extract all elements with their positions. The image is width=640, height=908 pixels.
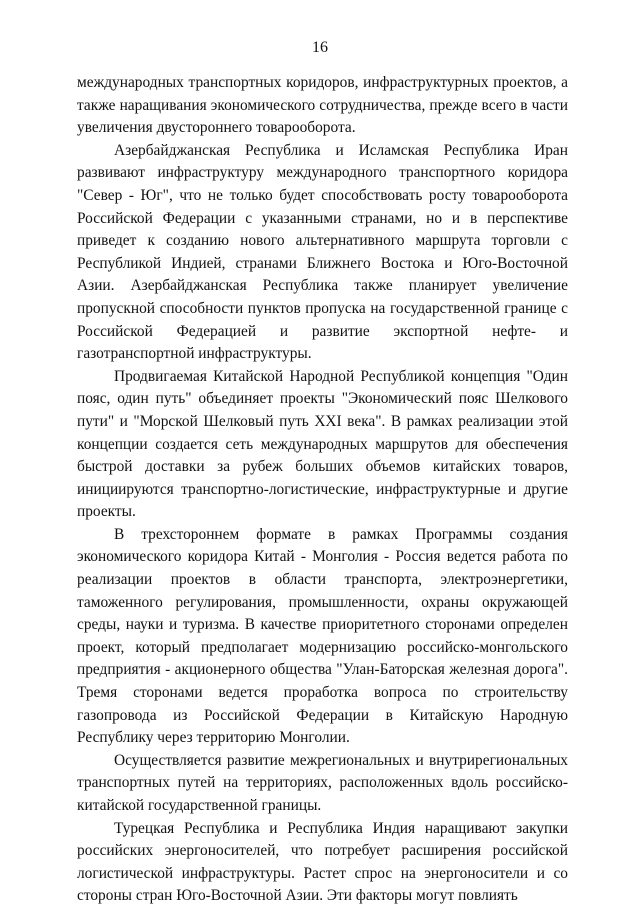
paragraph-continuation: международных транспортных коридоров, инфраструктурных проектов, а также наращивания экономического сотрудничества, прежде всего в части увеличения двустороннего товарооборота. (77, 74, 568, 137)
paragraph-azerbaijan-iran: Азербайджанская Республика и Исламская Республика Иран развивают инфраструктуру международного транспортного коридора "Север - Юг", что не только будет способствовать росту товарооборота Российской Федерации с указанными странами, но и в перспективе приведет к созданию нового альтернативного маршрута торговли с Республикой Индией, странами Ближнего Востока и Юго-Восточной Азии. Азербайджанская Республика также планирует увеличение пропускной способности пунктов пропуска на государственной границе с Российской Федерацией и развитие экспортной нефте- и газотранспортной инфраструктуры. (77, 141, 568, 363)
paragraph-one-belt-one-road: Продвигаемая Китайской Народной Республикой концепция "Один пояс, один путь" объединяет проекты "Экономический пояс Шелкового пути" и "Морской Шелковый путь XXI века". В рамках реализации этой концепции создается сеть международных маршрутов для обеспечения быстрой доставки за рубеж больших объемов китайских товаров, инициируются транспортно-логистические, инфраструктурные и другие проекты. (77, 367, 568, 521)
document-body (77, 72, 568, 908)
paragraph-china-mongolia-russia: В трехстороннем формате в рамках Программы создания экономического коридора Китай - Монголия - Россия ведется работа по реализации проектов в области транспорта, электроэнергетики, таможенного регулирования, промышленности, охраны окружающей среды, науки и туризма. В качестве приоритетного сторонами определен проект, который предполагает модернизацию российско-монгольского предприятия - акционерного общества "Улан-Баторская железная дорога". Тремя сторонами ведется проработка вопроса по строительству газопровода из Российской Федерации в Китайскую Народную Республику через территорию Монголии. (77, 525, 568, 747)
page-number: 16 (312, 39, 328, 56)
paragraph-turkey-india: Турецкая Республика и Республика Индия наращивают закупки российских энергоносителей, что потребует расширения российской логистической инфраструктуры. Растет спрос на энергоносители и со стороны стран Юго-Восточной Азии. Эти факторы могут повлиять (77, 819, 568, 905)
paragraph-interregional-routes: Осуществляется развитие межрегиональных и внутрирегиональных транспортных путей на территориях, расположенных вдоль российско-китайской государственной границы. (77, 751, 568, 814)
